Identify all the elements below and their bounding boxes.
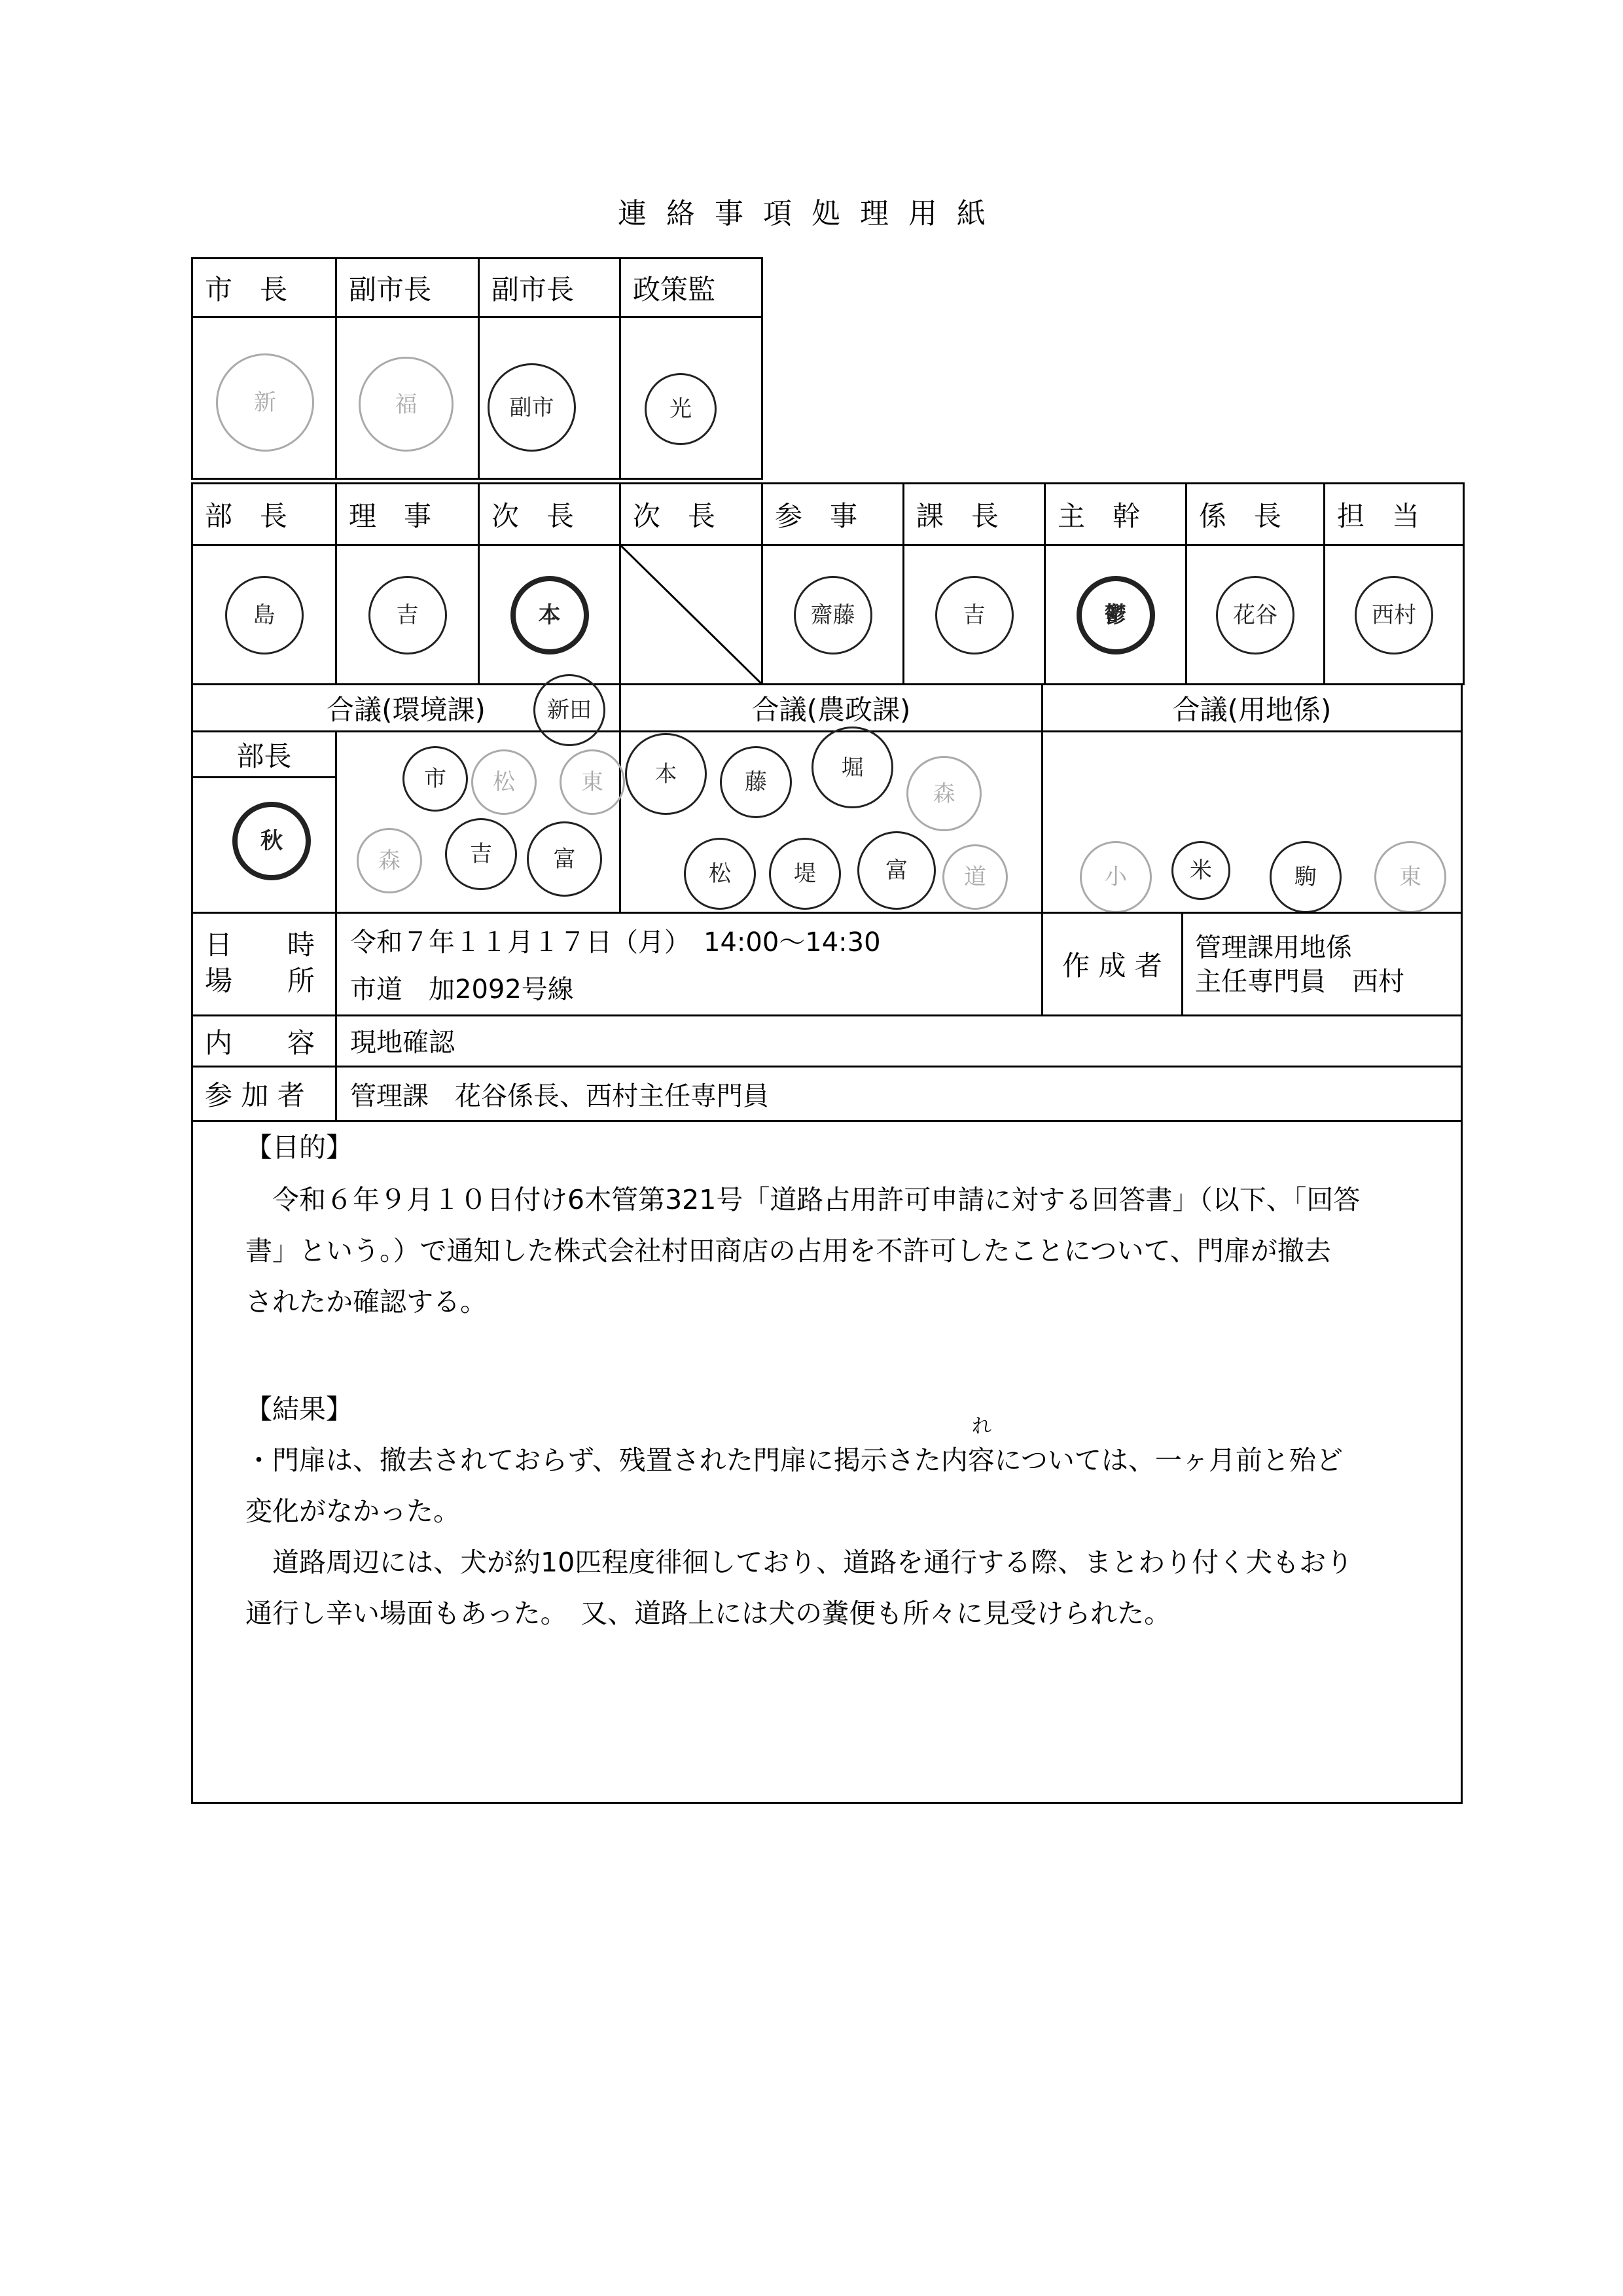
purpose-heading: 【目的】 (245, 1132, 353, 1163)
header-bucho: 部長 (191, 730, 337, 778)
seal-stamp: 福 (359, 357, 454, 452)
header-vice-mayor-2: 副市長 (478, 257, 621, 318)
seal-stamp: 西村 (1355, 576, 1433, 655)
seal-stamp: 秋 (232, 802, 311, 880)
content-cell (335, 1014, 1463, 1067)
result-text (245, 1435, 1450, 1639)
place-value: 市道 加2092号線 (350, 975, 574, 1005)
purpose-text (245, 1174, 1450, 1327)
seal-stamp: 吉 (368, 576, 447, 655)
seal-stamp: 齋藤 (794, 576, 872, 655)
text-line: 道路周辺には、犬が約10匹程度徘徊しており、道路を通行する際、まとわり付く犬もおり (245, 1547, 1353, 1578)
seal-stamp: 堀 (812, 726, 893, 808)
seal-stamp: 富 (527, 821, 602, 897)
seal-stamp: 本 (625, 733, 707, 815)
seal-stamp: 光 (645, 373, 717, 445)
seal-stamp: 森 (357, 828, 422, 893)
seal-stamp: 駒 (1270, 841, 1342, 913)
label-place: 場 所 (205, 965, 315, 997)
seal-stamp: 吉 (445, 818, 517, 890)
header-bucho: 部 長 (191, 482, 337, 546)
seal-stamp: 新田 (533, 674, 605, 746)
seal-stamp: 本 (510, 576, 589, 655)
header-sanji: 参 事 (761, 482, 904, 546)
text-line: 変化がなかった。 (245, 1496, 460, 1527)
text-line: されたか確認する。 (245, 1286, 487, 1318)
seal-stamp: 堤 (769, 838, 841, 910)
author-name: 主任専門員 西村 (1195, 967, 1404, 997)
strike-diagonal (619, 544, 763, 685)
label-datetime-place (191, 912, 337, 1016)
header-tanto: 担 当 (1323, 482, 1465, 546)
seal-stamp: 松 (471, 749, 537, 815)
report-body (191, 1120, 1463, 1804)
seal-stamp: 鬱 (1077, 576, 1155, 655)
seal-stamp: 米 (1171, 841, 1230, 900)
author-cell (1181, 912, 1463, 1016)
header-jicho-2: 次 長 (619, 482, 763, 546)
seal-stamp: 市 (402, 746, 468, 812)
label-author: 作 成 者 (1041, 912, 1183, 1016)
participants-value: 管理課 花谷係長、西村主任専門員 (350, 1081, 769, 1111)
text-line: ・門扉は、撤去されておらず、残置された門扉に掲示さた内容については、一ヶ月前と殆ど (245, 1444, 1343, 1476)
text-line: 通行し辛い場面もあった。 又、道路上には犬の糞便も所々に見受けられた。 (245, 1598, 1171, 1629)
header-mayor: 市 長 (191, 257, 337, 318)
result-heading: 【結果】 (245, 1393, 353, 1425)
seal-stamp: 花谷 (1216, 576, 1294, 655)
datetime-value: 令和７年１１月１７日（月） 14:00〜14:30 (350, 927, 881, 958)
header-jicho-1: 次 長 (478, 482, 621, 546)
seal-stamp: 藤 (720, 746, 792, 818)
header-kakaricho: 係 長 (1185, 482, 1325, 546)
author-department: 管理課用地係 (1195, 933, 1352, 963)
seal-stamp: 東 (560, 749, 625, 815)
text-line: 令和６年９月１０日付け6木管第321号「道路占用許可申請に対する回答書」（以下、「回答 (245, 1184, 1361, 1215)
seal-stamp: 新 (216, 353, 314, 452)
handwritten-correction: れ (972, 1415, 991, 1438)
seal-stamp: 道 (942, 844, 1008, 910)
seal-stamp: 島 (225, 576, 304, 655)
seal-stamp: 小 (1080, 841, 1152, 913)
seal-stamp: 松 (684, 838, 756, 910)
text-line: 書」という。）で通知した株式会社村田商店の占用を不許可したことについて、門扉が撤去 (245, 1235, 1331, 1266)
header-policy-supervisor: 政策監 (619, 257, 763, 318)
datetime-place-cell (335, 912, 1043, 1016)
participants-cell (335, 1066, 1463, 1122)
header-consult-agriculture: 合議(農政課) (619, 683, 1043, 732)
label-datetime: 日 時 (205, 929, 315, 961)
content-value: 現地確認 (350, 1028, 455, 1058)
label-participants: 参 加 者 (191, 1066, 337, 1122)
header-consult-environment: 合議(環境課) (191, 683, 621, 732)
seal-stamp: 副市 (488, 363, 576, 452)
seal-stamp: 吉 (935, 576, 1014, 655)
seal-stamp: 富 (857, 831, 936, 910)
header-shukan: 主 幹 (1044, 482, 1187, 546)
header-consult-land: 合議(用地係) (1041, 683, 1463, 732)
header-kacho: 課 長 (902, 482, 1046, 546)
seal-stamp: 森 (906, 756, 982, 831)
header-riji: 理 事 (335, 482, 480, 546)
header-vice-mayor-1: 副市長 (335, 257, 480, 318)
label-content: 内 容 (191, 1014, 337, 1067)
seal-stamp: 東 (1374, 841, 1446, 913)
document-title: 連絡事項処理用紙 (618, 197, 1005, 230)
